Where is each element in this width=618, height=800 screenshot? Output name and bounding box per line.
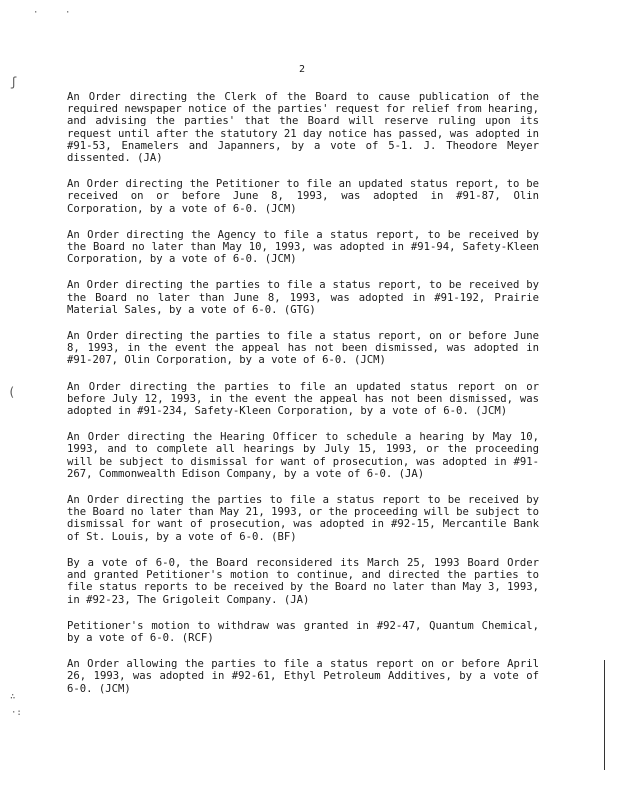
order-paragraph: An Order directing the parties to file a status report, to be received by the Board no later than June 8, 1993, was adopted in #91-192, Prairie Material Sales, by a vote of 6-0. (GTG) [67, 279, 539, 316]
scan-speck: ·: [11, 708, 22, 718]
order-paragraph: An Order directing the parties to file a status report, on or before June 8, 1993, in the event the appeal has not been dismissed, was adopted in #91-207, Olin Corporation, by a vote of 6-0. (JCM) [67, 330, 539, 367]
scan-edge-line [604, 660, 605, 770]
scan-speck: · [65, 8, 71, 18]
order-paragraph: An Order directing the Petitioner to file an updated status report, to be received on or before June 8, 1993, was adopted in #91-87, Olin Corporation, by a vote of 6-0. (JCM) [67, 178, 539, 215]
minutes-body [67, 91, 539, 709]
scan-speck: ʃ [10, 75, 18, 89]
scan-speck: · [33, 8, 39, 18]
order-paragraph: Petitioner's motion to withdraw was granted in #92-47, Quantum Chemical, by a vote of 6-0. (RCF) [67, 619, 539, 644]
order-paragraph: By a vote of 6-0, the Board reconsidered its March 25, 1993 Board Order and granted Petitioner's motion to continue, and directed the parties to file status reports to be received by the Board no later than May 3, 1993, in #92-23, The Grigoleit Company. (JA) [67, 556, 539, 606]
scan-speck: ( [8, 385, 16, 399]
order-paragraph: An Order directing the parties to file a status report to be received by the Board no later than May 21, 1993, or the proceeding will be subject to dismissal for want of prosecution, was adopted in #92-15, Mercantile Bank of St. Louis, by a vote of 6-0. (BF) [67, 494, 539, 543]
order-paragraph: An Order directing the Agency to file a status report, to be received by the Board no later than May 10, 1993, was adopted in #91-94, Safety-Kleen Corporation, by a vote of 6-0. (JCM) [67, 228, 539, 266]
page-number: 2 [299, 64, 306, 75]
scan-speck: ∴ [10, 692, 16, 702]
order-paragraph: An Order directing the Clerk of the Board to cause publication of the required newspaper notice of the parties' request for relief from hearing, and advising the parties' that the Board will reserve ruling upon its request until after the statutory 21 day notice has passed, was adopted in #91-53, Enamelers and Japanners, by a vote of 5-1. J. Theodore Meyer dissented. (JA) [67, 91, 539, 165]
order-paragraph: An Order directing the parties to file an updated status report on or before July 12, 1993, in the event the appeal has not been dismissed, was adopted in #91-234, Safety-Kleen Corporation, by a vote of 6-0. (JCM) [67, 380, 539, 418]
order-paragraph: An Order directing the Hearing Officer to schedule a hearing by May 10, 1993, and to complete all hearings by July 15, 1993, or the proceeding will be subject to dismissal for want of prosecution, was adopted in #91-267, Commonwealth Edison Company, by a vote of 6-0. (JA) [67, 431, 539, 480]
order-paragraph: An Order allowing the parties to file a status report on or before April 26, 1993, was adopted in #92-61, Ethyl Petroleum Additives, by a vote of 6-0. (JCM) [67, 658, 539, 695]
